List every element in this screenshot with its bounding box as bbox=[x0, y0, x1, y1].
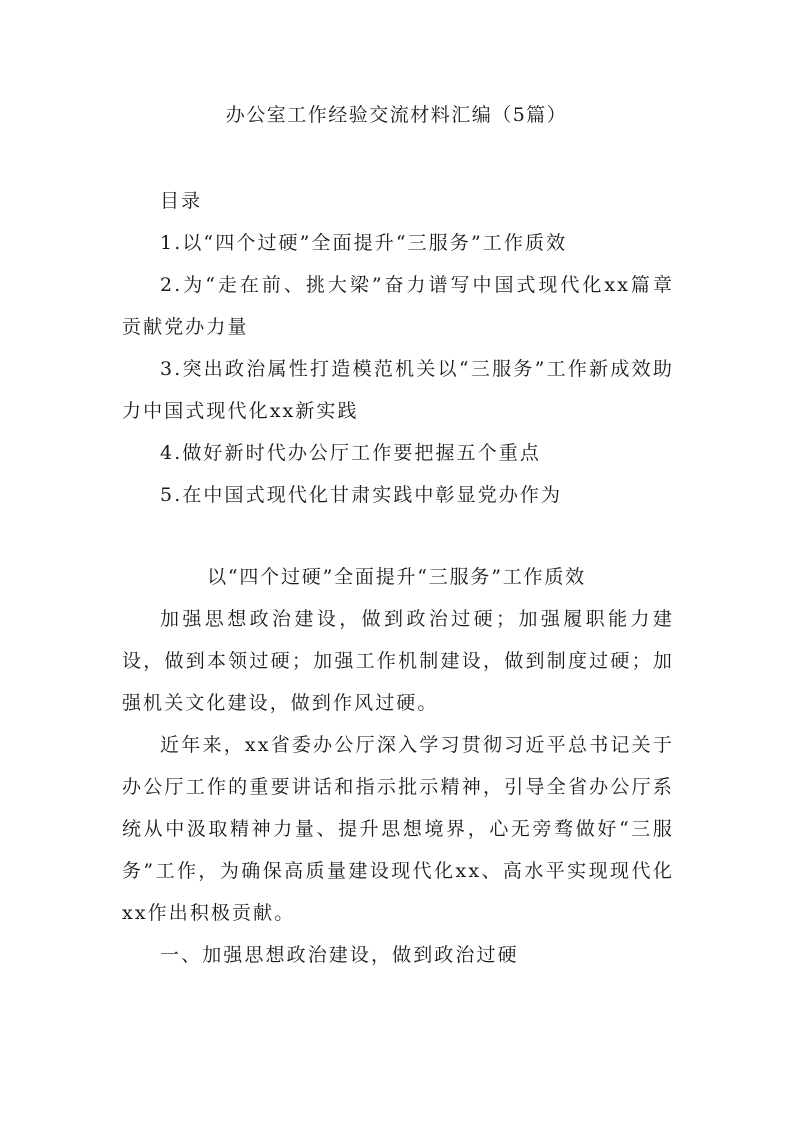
section-heading: 一、加强思想政治建设，做到政治过硬 bbox=[160, 944, 519, 966]
toc-item: 5.在中国式现代化甘肃实践中彰显党办作为 bbox=[160, 484, 563, 506]
table-of-contents bbox=[122, 180, 674, 516]
toc-item: 3.突出政治属性打造模范机关以“三服务”工作新成效助力中国式现代化xx新实践 bbox=[122, 358, 674, 422]
article-body bbox=[122, 598, 674, 976]
article-paragraph: 加强思想政治建设，做到政治过硬；加强履职能力建设，做到本领过硬；加强工作机制建设，做到制度过硬；加强机关文化建设，做到作风过硬。 bbox=[122, 608, 674, 714]
article-paragraph: 近年来，xx省委办公厅深入学习贯彻习近平总书记关于办公厅工作的重要讲话和指示批示精神，引导全省办公厅系统从中汲取精神力量、提升思想境界，心无旁骛做好“三服务”工作，为确保高质量建设现代化xx、高水平实现现代化xx作出积极贡献。 bbox=[122, 734, 674, 924]
toc-item: 2.为“走在前、挑大梁”奋力谱写中国式现代化xx篇章贡献党办力量 bbox=[122, 274, 674, 338]
toc-heading: 目录 bbox=[160, 190, 203, 212]
article-title: 以“四个过硬”全面提升“三服务”工作质效 bbox=[207, 566, 586, 588]
document-title: 办公室工作经验交流材料汇编（5篇） bbox=[225, 104, 568, 126]
toc-item: 4.做好新时代办公厅工作要把握五个重点 bbox=[160, 442, 542, 464]
toc-item: 1.以“四个过硬”全面提升“三服务”工作质效 bbox=[160, 232, 568, 254]
